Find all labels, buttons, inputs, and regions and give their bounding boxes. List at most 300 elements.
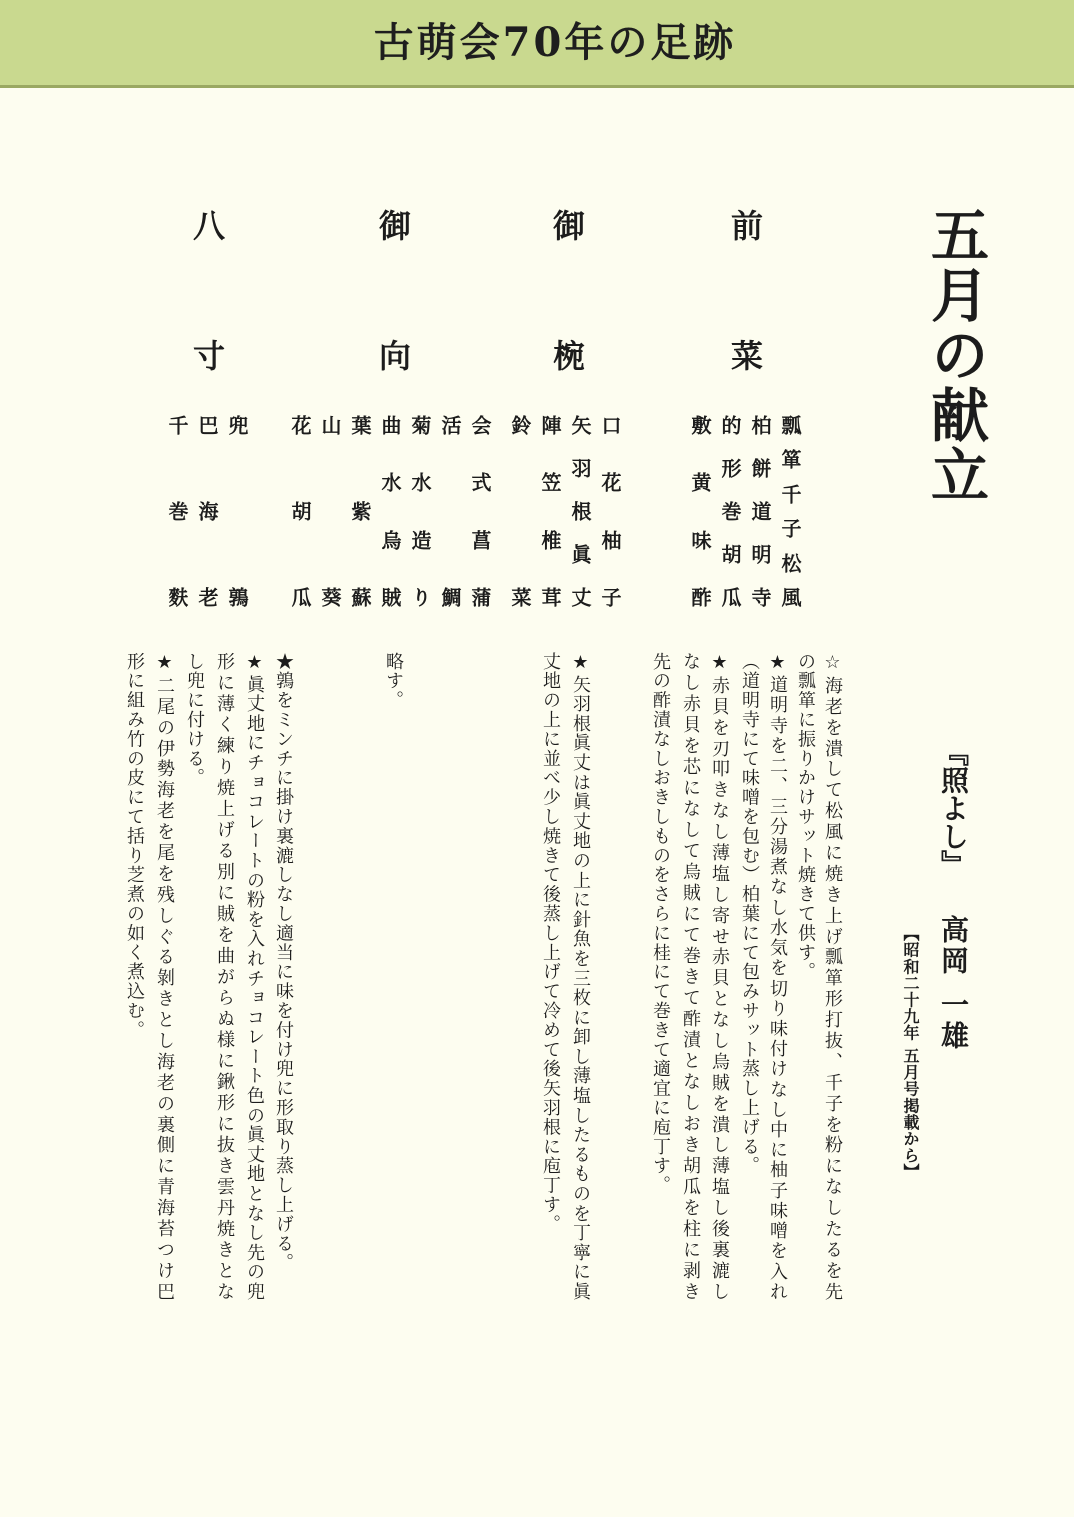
glyph: 粉 bbox=[822, 1135, 843, 1154]
glyph: 道 bbox=[767, 675, 788, 694]
glyph: 焼 bbox=[822, 863, 843, 882]
glyph: 菜 bbox=[726, 339, 764, 371]
glyph: ★ bbox=[244, 652, 265, 673]
glyph: 別 bbox=[214, 862, 235, 880]
glyph: 寺 bbox=[748, 587, 772, 607]
glyph: 茸 bbox=[538, 586, 562, 607]
glyph: 海 bbox=[195, 501, 219, 521]
glyph: し bbox=[709, 1031, 730, 1050]
glyph: し bbox=[709, 822, 730, 841]
glyph: を bbox=[154, 863, 175, 882]
glyph: 針 bbox=[570, 909, 591, 928]
recipe-note-line: の瓢箪に振りかけサット焼きて供す。 bbox=[795, 652, 816, 982]
glyph: 明 bbox=[767, 695, 788, 714]
recipe-note-line: 丈地の上に並べ少し焼きて後蒸し上げて冷めて後矢羽根に庖丁す。 bbox=[540, 652, 561, 1234]
glyph: き bbox=[822, 884, 843, 903]
glyph: コ bbox=[244, 792, 265, 811]
glyph: て bbox=[680, 988, 701, 1006]
glyph: き bbox=[214, 1156, 235, 1174]
glyph: 賊 bbox=[680, 883, 701, 901]
glyph: 瓢 bbox=[778, 415, 802, 435]
glyph: 鶉 bbox=[225, 587, 249, 607]
recipe-note-line: （道明寺にて味噌を包む）柏葉にて包みサット蒸し上げる。 bbox=[739, 652, 760, 1176]
glyph: 丈 bbox=[570, 811, 591, 830]
glyph: 柱 bbox=[680, 1219, 701, 1237]
glyph: に bbox=[680, 1240, 701, 1258]
glyph: し bbox=[709, 1198, 730, 1217]
menu-title: 五月の献立 bbox=[921, 205, 989, 505]
glyph: ト bbox=[244, 850, 265, 869]
glyph: 酢 bbox=[680, 1009, 701, 1027]
glyph: に bbox=[767, 1140, 788, 1159]
glyph: 抜 bbox=[214, 1135, 235, 1153]
glyph: 陣 bbox=[538, 415, 562, 435]
recipe-note-line bbox=[215, 652, 233, 1300]
glyph: 勢 bbox=[154, 759, 175, 778]
glyph: に bbox=[680, 904, 701, 922]
glyph: 御 bbox=[548, 209, 586, 241]
glyph: 子 bbox=[822, 1093, 843, 1112]
glyph: 花 bbox=[598, 472, 622, 493]
dish-item bbox=[380, 415, 400, 607]
recipe-note-line bbox=[571, 652, 589, 1300]
glyph: 練 bbox=[214, 736, 235, 754]
glyph: 薄 bbox=[214, 694, 235, 712]
glyph: 子 bbox=[767, 1180, 788, 1199]
glyph: 焼 bbox=[214, 778, 235, 796]
glyph: 丁 bbox=[570, 1223, 591, 1242]
glyph: ョ bbox=[244, 988, 265, 1007]
glyph: 様 bbox=[214, 1030, 235, 1048]
recipe-note-line bbox=[155, 652, 173, 1300]
source-note: 【昭和二十九年 五月号掲載から】 bbox=[901, 925, 920, 1181]
glyph: な bbox=[680, 652, 701, 670]
glyph: を bbox=[767, 1241, 788, 1260]
glyph: り bbox=[214, 757, 235, 775]
glyph: り bbox=[408, 586, 432, 607]
glyph: ★ bbox=[154, 652, 175, 673]
glyph: レ bbox=[244, 811, 265, 830]
glyph: ★ bbox=[570, 652, 591, 673]
glyph: ☆ bbox=[822, 652, 843, 673]
glyph: 瓜 bbox=[718, 587, 742, 607]
glyph: ー bbox=[244, 831, 265, 850]
glyph: 活 bbox=[438, 415, 462, 435]
glyph: る bbox=[822, 1239, 843, 1258]
glyph: 味 bbox=[767, 1018, 788, 1037]
glyph: 寄 bbox=[709, 905, 730, 924]
glyph: き bbox=[214, 1240, 235, 1258]
glyph: 葵 bbox=[318, 587, 342, 607]
glyph: 地 bbox=[570, 831, 591, 850]
glyph: を bbox=[767, 735, 788, 754]
glyph: 上 bbox=[214, 799, 235, 817]
series-title: 古萌会70年の足跡 bbox=[373, 19, 737, 66]
glyph: し bbox=[709, 1135, 730, 1154]
glyph: 眞 bbox=[570, 1282, 591, 1300]
glyph: 入 bbox=[767, 1261, 788, 1280]
glyph: 餅 bbox=[748, 458, 772, 478]
glyph: 水 bbox=[408, 472, 432, 493]
glyph: 丹 bbox=[214, 1198, 235, 1216]
glyph: な bbox=[680, 1072, 701, 1090]
glyph: て bbox=[680, 925, 701, 943]
glyph: 形 bbox=[214, 652, 235, 670]
glyph: 薄 bbox=[570, 1066, 591, 1085]
glyph: て bbox=[680, 841, 701, 859]
glyph: 椀 bbox=[548, 339, 586, 371]
glyph: 粉 bbox=[244, 890, 265, 909]
glyph: を bbox=[822, 717, 843, 736]
recipe-note-line: 略す。 bbox=[383, 652, 404, 711]
glyph: 根 bbox=[570, 713, 591, 732]
glyph: の bbox=[570, 1184, 591, 1203]
glyph: 賊 bbox=[709, 1072, 730, 1091]
glyph: 刃 bbox=[709, 738, 730, 757]
glyph: お bbox=[680, 1114, 701, 1132]
page-header bbox=[0, 0, 1074, 88]
glyph: 付 bbox=[767, 1039, 788, 1058]
glyph: 潰 bbox=[709, 1114, 730, 1133]
glyph: 柚 bbox=[598, 529, 622, 550]
glyph: 眞 bbox=[244, 674, 265, 693]
glyph: 胡 bbox=[680, 1156, 701, 1174]
glyph: し bbox=[680, 673, 701, 691]
recipe-note-line bbox=[823, 652, 841, 1300]
recipe-note-line: 先の酢漬なしおきしものをさらに桂にて巻きて適宜に庖丁す。 bbox=[650, 652, 671, 1196]
glyph: 曲 bbox=[378, 415, 402, 435]
glyph: ★ bbox=[767, 652, 788, 673]
glyph: 酢 bbox=[688, 586, 712, 607]
recipe-note-line: し兜に付ける。 bbox=[184, 652, 205, 788]
dish-item bbox=[410, 415, 430, 607]
glyph: レ bbox=[244, 1027, 265, 1046]
glyph: 兜 bbox=[225, 415, 249, 435]
glyph: 上 bbox=[822, 905, 843, 924]
glyph: 眞 bbox=[570, 792, 591, 811]
glyph: と bbox=[680, 1051, 701, 1069]
glyph: 菖 bbox=[468, 529, 492, 550]
glyph: 枚 bbox=[570, 988, 591, 1007]
glyph: な bbox=[767, 1079, 788, 1098]
glyph: 笠 bbox=[538, 472, 562, 493]
recipe-note-line bbox=[245, 652, 263, 1300]
glyph: る bbox=[154, 947, 175, 966]
glyph: 地 bbox=[244, 713, 265, 732]
glyph: 入 bbox=[244, 929, 265, 948]
dish-item bbox=[167, 415, 187, 607]
glyph: 残 bbox=[154, 884, 175, 903]
recipe-note-line: 形に組み竹の皮にて括り芝煮の如く煮込む。 bbox=[124, 652, 145, 1040]
glyph: 打 bbox=[822, 1010, 843, 1029]
glyph: 柚 bbox=[767, 1160, 788, 1179]
glyph: 巴 bbox=[154, 1281, 175, 1300]
glyph: た bbox=[822, 1219, 843, 1238]
glyph: 形 bbox=[718, 458, 742, 478]
dish-item bbox=[750, 415, 770, 607]
glyph: が bbox=[214, 967, 235, 985]
glyph: 巻 bbox=[718, 501, 742, 521]
glyph: 老 bbox=[822, 696, 843, 715]
glyph: し bbox=[822, 759, 843, 778]
glyph: に bbox=[214, 883, 235, 901]
glyph: 風 bbox=[822, 822, 843, 841]
glyph: 烏 bbox=[709, 1051, 730, 1070]
glyph: 御 bbox=[374, 209, 412, 241]
glyph: 道 bbox=[748, 501, 772, 521]
glyph: 子 bbox=[598, 586, 622, 607]
glyph: 剥 bbox=[680, 1261, 701, 1279]
glyph: 青 bbox=[154, 1177, 175, 1196]
glyph: 眞 bbox=[244, 1125, 265, 1144]
glyph: ぬ bbox=[214, 1009, 235, 1027]
dish-item bbox=[690, 415, 710, 607]
glyph: に bbox=[570, 890, 591, 909]
glyph: 兜 bbox=[244, 1282, 265, 1300]
glyph: 形 bbox=[214, 1093, 235, 1111]
dish-item bbox=[227, 415, 247, 607]
glyph: の bbox=[154, 717, 175, 736]
course-heading bbox=[548, 209, 586, 371]
glyph: つ bbox=[154, 1239, 175, 1258]
glyph: き bbox=[680, 1135, 701, 1153]
glyph: 芯 bbox=[680, 757, 701, 775]
glyph: を bbox=[570, 948, 591, 967]
glyph: 丈 bbox=[244, 694, 265, 713]
glyph: 後 bbox=[709, 1219, 730, 1238]
glyph: 箪 bbox=[822, 968, 843, 987]
glyph: 海 bbox=[154, 780, 175, 799]
glyph: を bbox=[709, 717, 730, 736]
glyph: 眞 bbox=[568, 544, 592, 564]
glyph: を bbox=[822, 1114, 843, 1133]
glyph: 赤 bbox=[709, 947, 730, 966]
glyph: 漬 bbox=[680, 1030, 701, 1048]
dish-item bbox=[510, 415, 530, 607]
glyph: げ bbox=[214, 820, 235, 838]
glyph: 向 bbox=[374, 339, 412, 371]
glyph: 卸 bbox=[570, 1027, 591, 1046]
dish-item bbox=[720, 415, 740, 607]
glyph: ョ bbox=[244, 772, 265, 791]
glyph: を bbox=[709, 1093, 730, 1112]
glyph: 麩 bbox=[165, 587, 189, 607]
glyph: し bbox=[244, 1223, 265, 1242]
glyph: 黄 bbox=[688, 472, 712, 493]
glyph: 潰 bbox=[822, 738, 843, 757]
glyph: 明 bbox=[748, 544, 772, 564]
glyph: れ bbox=[244, 948, 265, 967]
glyph: に bbox=[214, 673, 235, 691]
glyph: 、 bbox=[822, 1051, 843, 1070]
glyph: 羽 bbox=[570, 694, 591, 713]
glyph: 瓜 bbox=[680, 1177, 701, 1195]
glyph: と bbox=[709, 989, 730, 1008]
glyph: 形 bbox=[822, 989, 843, 1008]
glyph: に bbox=[214, 1051, 235, 1069]
glyph: 子 bbox=[778, 518, 802, 539]
glyph: 海 bbox=[154, 1198, 175, 1217]
glyph: 椎 bbox=[538, 529, 562, 550]
glyph: 蒲 bbox=[468, 586, 492, 607]
glyph: 賊 bbox=[378, 586, 402, 607]
glyph: き bbox=[154, 989, 175, 1008]
glyph: し bbox=[570, 1105, 591, 1124]
glyph: 曲 bbox=[214, 946, 235, 964]
recipe-note-line bbox=[710, 652, 728, 1300]
glyph: 矢 bbox=[568, 415, 592, 435]
glyph: 三 bbox=[767, 796, 788, 815]
glyph: 地 bbox=[244, 1164, 265, 1183]
glyph: な bbox=[680, 799, 701, 817]
glyph: な bbox=[709, 801, 730, 820]
glyph: き bbox=[709, 780, 730, 799]
glyph: 海 bbox=[154, 1051, 175, 1070]
glyph: く bbox=[214, 715, 235, 733]
glyph: の bbox=[244, 1262, 265, 1281]
glyph: な bbox=[767, 877, 788, 896]
glyph: 叩 bbox=[709, 759, 730, 778]
glyph: し bbox=[767, 897, 788, 916]
glyph: な bbox=[244, 1203, 265, 1222]
glyph: 巻 bbox=[680, 946, 701, 964]
glyph: 老 bbox=[154, 801, 175, 820]
glyph: の bbox=[244, 870, 265, 889]
dish-item bbox=[570, 415, 590, 607]
glyph: 尾 bbox=[154, 696, 175, 715]
glyph: 剝 bbox=[154, 968, 175, 987]
glyph: に bbox=[680, 778, 701, 796]
glyph: に bbox=[154, 1156, 175, 1175]
glyph: し bbox=[709, 1281, 730, 1300]
glyph: 三 bbox=[570, 968, 591, 987]
glyph: 魚 bbox=[570, 929, 591, 948]
glyph: の bbox=[570, 850, 591, 869]
glyph: し bbox=[709, 884, 730, 903]
glyph: を bbox=[767, 958, 788, 977]
glyph: 漉 bbox=[709, 1260, 730, 1279]
dish-item bbox=[290, 415, 310, 607]
glyph: な bbox=[214, 1282, 235, 1300]
glyph: 鯛 bbox=[438, 587, 462, 607]
glyph: し bbox=[767, 1099, 788, 1118]
glyph: 切 bbox=[767, 978, 788, 997]
glyph: 八 bbox=[188, 209, 226, 241]
glyph: 千 bbox=[778, 483, 802, 504]
glyph: に bbox=[822, 843, 843, 862]
course-heading bbox=[374, 209, 412, 371]
dish-item bbox=[320, 415, 340, 607]
glyph: 味 bbox=[688, 529, 712, 550]
glyph: 山 bbox=[318, 415, 342, 435]
recipe-note-line bbox=[681, 652, 699, 1300]
glyph: 寧 bbox=[570, 1242, 591, 1261]
glyph: 裏 bbox=[154, 1114, 175, 1133]
glyph: 抜 bbox=[822, 1031, 843, 1050]
glyph: 松 bbox=[822, 801, 843, 820]
glyph: 眞 bbox=[570, 733, 591, 752]
glyph: 側 bbox=[154, 1135, 175, 1154]
glyph: 色 bbox=[244, 1086, 265, 1105]
glyph: ト bbox=[244, 1066, 265, 1085]
glyph: て bbox=[822, 780, 843, 799]
glyph: ★ bbox=[709, 652, 730, 673]
glyph: 菊 bbox=[408, 415, 432, 435]
glyph: せ bbox=[709, 926, 730, 945]
glyph: 雲 bbox=[214, 1177, 235, 1195]
glyph: し bbox=[680, 820, 701, 838]
glyph: に bbox=[570, 1007, 591, 1026]
glyph: 裏 bbox=[709, 1239, 730, 1258]
glyph: 、 bbox=[767, 776, 788, 795]
glyph: 烏 bbox=[378, 529, 402, 550]
glyph: を bbox=[680, 736, 701, 754]
glyph: 水 bbox=[378, 472, 402, 493]
glyph: 湯 bbox=[767, 836, 788, 855]
glyph: 葉 bbox=[348, 415, 372, 435]
glyph: 老 bbox=[154, 1072, 175, 1091]
glyph: 鍬 bbox=[214, 1072, 235, 1090]
glyph: を bbox=[822, 1260, 843, 1279]
glyph: し bbox=[822, 1198, 843, 1217]
glyph: と bbox=[214, 1261, 235, 1279]
glyph: し bbox=[680, 1093, 701, 1111]
glyph: し bbox=[154, 905, 175, 924]
glyph: に bbox=[822, 1156, 843, 1175]
glyph: 煮 bbox=[767, 857, 788, 876]
glyph: る bbox=[214, 841, 235, 859]
glyph: 丈 bbox=[570, 752, 591, 771]
glyph: け bbox=[767, 1059, 788, 1078]
glyph: 前 bbox=[726, 209, 764, 241]
glyph: は bbox=[570, 772, 591, 791]
recipe-note-line: ★鶉をミンチに掛け裏漉しなし適当に味を付け兜に形取り蒸し上げる。 bbox=[273, 652, 294, 1273]
glyph: け bbox=[154, 1260, 175, 1279]
restaurant-name: 『照よし』 bbox=[937, 738, 970, 878]
glyph: 分 bbox=[767, 816, 788, 835]
glyph: 丈 bbox=[568, 587, 592, 607]
glyph: を bbox=[680, 1198, 701, 1216]
dish-item bbox=[780, 415, 800, 607]
glyph: も bbox=[570, 1164, 591, 1183]
glyph: 菜 bbox=[508, 587, 532, 607]
glyph: 気 bbox=[767, 938, 788, 957]
glyph: 根 bbox=[568, 501, 592, 521]
dish-item bbox=[197, 415, 217, 607]
glyph: 千 bbox=[822, 1072, 843, 1091]
glyph: を bbox=[244, 909, 265, 928]
glyph: た bbox=[570, 1125, 591, 1144]
glyph: ー bbox=[244, 1046, 265, 1065]
glyph: 瓜 bbox=[288, 587, 312, 607]
glyph: 伊 bbox=[154, 738, 175, 757]
glyph: 寺 bbox=[767, 715, 788, 734]
glyph: 胡 bbox=[718, 544, 742, 564]
dish-item bbox=[470, 415, 490, 607]
glyph: 貝 bbox=[709, 696, 730, 715]
glyph: 水 bbox=[767, 917, 788, 936]
glyph: 上 bbox=[570, 870, 591, 889]
glyph: し bbox=[570, 1046, 591, 1065]
glyph: 焼 bbox=[214, 1219, 235, 1237]
glyph: 蘇 bbox=[348, 587, 372, 607]
glyph: り bbox=[767, 998, 788, 1017]
glyph: 貝 bbox=[680, 715, 701, 733]
glyph: き bbox=[680, 967, 701, 985]
glyph: 式 bbox=[468, 472, 492, 493]
glyph: な bbox=[709, 1010, 730, 1029]
chef-name: 高岡 一雄 bbox=[937, 915, 970, 1052]
